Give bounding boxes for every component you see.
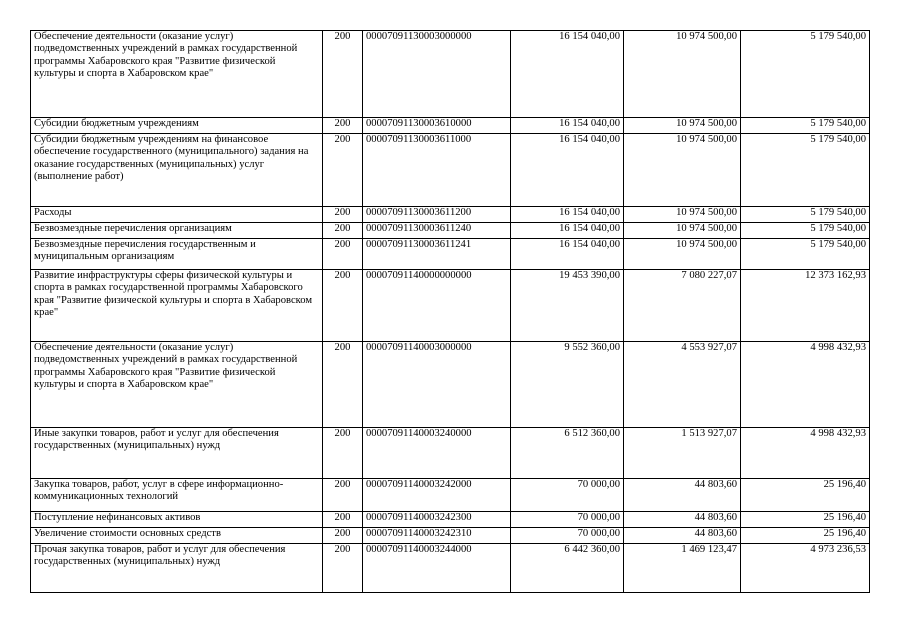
row-unexecuted: 4 998 432,93 bbox=[741, 342, 870, 428]
row-unexecuted: 25 196,40 bbox=[741, 512, 870, 528]
row-code: 200 bbox=[323, 118, 363, 134]
row-executed: 10 974 500,00 bbox=[624, 223, 741, 239]
row-name: Иные закупки товаров, работ и услуг для обеспечения государственных (муниципальных) нужд bbox=[31, 428, 323, 479]
row-executed: 1 513 927,07 bbox=[624, 428, 741, 479]
row-approved: 9 552 360,00 bbox=[511, 342, 624, 428]
row-kbk: 00007091140003242310 bbox=[363, 528, 511, 544]
row-approved: 6 442 360,00 bbox=[511, 544, 624, 593]
row-approved: 19 453 390,00 bbox=[511, 270, 624, 342]
row-approved: 70 000,00 bbox=[511, 512, 624, 528]
row-name: Расходы bbox=[31, 207, 323, 223]
row-unexecuted: 5 179 540,00 bbox=[741, 31, 870, 118]
row-kbk: 00007091140003244000 bbox=[363, 544, 511, 593]
row-executed: 44 803,60 bbox=[624, 528, 741, 544]
row-approved: 6 512 360,00 bbox=[511, 428, 624, 479]
table-row bbox=[31, 270, 870, 342]
table-row bbox=[31, 134, 870, 207]
row-code: 200 bbox=[323, 479, 363, 512]
row-approved: 16 154 040,00 bbox=[511, 118, 624, 134]
table-row bbox=[31, 342, 870, 428]
row-kbk: 00007091140003000000 bbox=[363, 342, 511, 428]
row-name: Обеспечение деятельности (оказание услуг) подведомственных учреждений в рамках государственной программы Хабаровского края "Развитие физической культуры и спорта в Хабаровском крае" bbox=[31, 31, 323, 118]
row-code: 200 bbox=[323, 342, 363, 428]
row-approved: 70 000,00 bbox=[511, 479, 624, 512]
row-name: Субсидии бюджетным учреждениям bbox=[31, 118, 323, 134]
row-code: 200 bbox=[323, 512, 363, 528]
row-name: Увеличение стоимости основных средств bbox=[31, 528, 323, 544]
row-executed: 10 974 500,00 bbox=[624, 118, 741, 134]
row-executed: 44 803,60 bbox=[624, 479, 741, 512]
row-unexecuted: 5 179 540,00 bbox=[741, 239, 870, 270]
row-approved: 16 154 040,00 bbox=[511, 31, 624, 118]
row-approved: 16 154 040,00 bbox=[511, 134, 624, 207]
table-row bbox=[31, 118, 870, 134]
row-kbk: 00007091130003611241 bbox=[363, 239, 511, 270]
row-name: Безвозмездные перечисления государственным и муниципальным организациям bbox=[31, 239, 323, 270]
budget-execution-table bbox=[30, 30, 870, 593]
row-unexecuted: 5 179 540,00 bbox=[741, 118, 870, 134]
row-unexecuted: 4 973 236,53 bbox=[741, 544, 870, 593]
row-unexecuted: 5 179 540,00 bbox=[741, 207, 870, 223]
row-kbk: 00007091130003611240 bbox=[363, 223, 511, 239]
row-name: Поступление нефинансовых активов bbox=[31, 512, 323, 528]
row-code: 200 bbox=[323, 270, 363, 342]
row-kbk: 00007091130003610000 bbox=[363, 118, 511, 134]
row-approved: 16 154 040,00 bbox=[511, 207, 624, 223]
row-unexecuted: 5 179 540,00 bbox=[741, 134, 870, 207]
row-executed: 10 974 500,00 bbox=[624, 134, 741, 207]
row-executed: 7 080 227,07 bbox=[624, 270, 741, 342]
row-executed: 10 974 500,00 bbox=[624, 207, 741, 223]
row-executed: 44 803,60 bbox=[624, 512, 741, 528]
row-executed: 1 469 123,47 bbox=[624, 544, 741, 593]
row-approved: 16 154 040,00 bbox=[511, 239, 624, 270]
table-row bbox=[31, 31, 870, 118]
row-name: Закупка товаров, работ, услуг в сфере информационно-коммуникационных технологий bbox=[31, 479, 323, 512]
row-kbk: 00007091140003240000 bbox=[363, 428, 511, 479]
table-row bbox=[31, 544, 870, 593]
row-unexecuted: 12 373 162,93 bbox=[741, 270, 870, 342]
row-kbk: 00007091130003611000 bbox=[363, 134, 511, 207]
table-row bbox=[31, 479, 870, 512]
row-executed: 10 974 500,00 bbox=[624, 31, 741, 118]
row-approved: 16 154 040,00 bbox=[511, 223, 624, 239]
table-row bbox=[31, 428, 870, 479]
table-body bbox=[31, 31, 870, 593]
row-code: 200 bbox=[323, 239, 363, 270]
row-kbk: 00007091140003242300 bbox=[363, 512, 511, 528]
row-executed: 4 553 927,07 bbox=[624, 342, 741, 428]
table-row bbox=[31, 223, 870, 239]
row-code: 200 bbox=[323, 428, 363, 479]
row-code: 200 bbox=[323, 223, 363, 239]
row-executed: 10 974 500,00 bbox=[624, 239, 741, 270]
row-kbk: 00007091140003242000 bbox=[363, 479, 511, 512]
row-name: Развитие инфраструктуры сферы физической культуры и спорта в рамках государственной программы Хабаровского края "Развитие физической культуры и спорта в Хабаровском крае" bbox=[31, 270, 323, 342]
row-name: Прочая закупка товаров, работ и услуг для обеспечения государственных (муниципальных) нужд bbox=[31, 544, 323, 593]
table-row bbox=[31, 528, 870, 544]
row-name: Субсидии бюджетным учреждениям на финансовое обеспечение государственного (муниципального) задания на оказание государственных (муниципальных) услуг (выполнение работ) bbox=[31, 134, 323, 207]
row-unexecuted: 25 196,40 bbox=[741, 479, 870, 512]
row-unexecuted: 5 179 540,00 bbox=[741, 223, 870, 239]
row-kbk: 00007091130003611200 bbox=[363, 207, 511, 223]
row-code: 200 bbox=[323, 31, 363, 118]
table-row bbox=[31, 239, 870, 270]
row-unexecuted: 25 196,40 bbox=[741, 528, 870, 544]
row-unexecuted: 4 998 432,93 bbox=[741, 428, 870, 479]
row-name: Обеспечение деятельности (оказание услуг) подведомственных учреждений в рамках государственной программы Хабаровского края "Развитие физической культуры и спорта в Хабаровском крае" bbox=[31, 342, 323, 428]
row-code: 200 bbox=[323, 134, 363, 207]
row-code: 200 bbox=[323, 528, 363, 544]
row-code: 200 bbox=[323, 207, 363, 223]
row-name: Безвозмездные перечисления организациям bbox=[31, 223, 323, 239]
row-approved: 70 000,00 bbox=[511, 528, 624, 544]
row-code: 200 bbox=[323, 544, 363, 593]
table-row bbox=[31, 512, 870, 528]
table-row bbox=[31, 207, 870, 223]
row-kbk: 00007091140000000000 bbox=[363, 270, 511, 342]
row-kbk: 00007091130003000000 bbox=[363, 31, 511, 118]
